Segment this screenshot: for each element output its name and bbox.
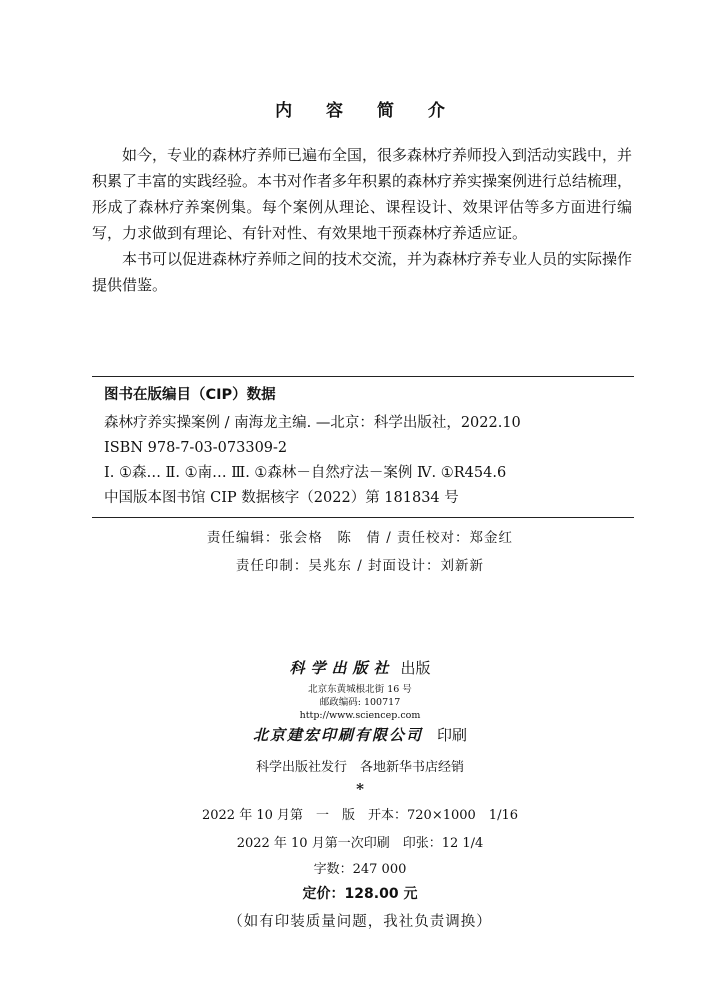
quality-notice: （如有印装质量问题，我社负责调换） (228, 914, 492, 930)
cip-line-title: 森林疗养实操案例 / 南海龙主编. —北京：科学出版社，2022.10 (104, 415, 521, 431)
intro-text (92, 142, 632, 298)
editors-line-1: 责任编辑：张会格 陈 倩 / 责任校对：郑金红 (206, 530, 514, 546)
impression-line: 2022 年 10 月第一次印刷 印张：12 1/4 (236, 836, 484, 851)
publisher-postcode: 邮政编码: 100717 (319, 697, 401, 708)
price: 定价：128.00 元 (302, 886, 418, 902)
intro-paragraph: 本书可以促进森林疗养师之间的技术交流，并为森林疗养专业人员的实际操作提供借鉴。 (92, 250, 633, 294)
separator-star: * (356, 780, 364, 798)
printer-suffix: 印刷 (437, 726, 468, 744)
publisher-address-block (0, 683, 720, 722)
cip-data-box (92, 376, 634, 518)
cip-line-catalog-number: 中国版本图书馆 CIP 数据核字（2022）第 181834 号 (104, 490, 459, 506)
intro-paragraph: 如今，专业的森林疗养师已遍布全国，很多森林疗养师投入到活动实践中，并积累了丰富的实践经验。本书对作者多年积累的森林疗养实操案例进行总结梳理，形成了森林疗养案例集。每个案例从理论、课程设计、效果评估等多方面进行编写，力求做到有理论、有针对性、有效果地干预森林疗养适应证。 (92, 146, 633, 242)
word-count: 字数：247 000 (313, 862, 407, 877)
edition-line: 2022 年 10 月第 一 版 开本：720×1000 1/16 (201, 808, 518, 823)
publisher-logo: 科学出版社 (289, 659, 395, 677)
publisher-line (0, 657, 720, 678)
page-title: 内 容 简 介 (275, 101, 459, 121)
printer-logo: 北京建宏印刷有限公司 (252, 726, 423, 744)
printer-line (0, 724, 720, 745)
distribution-line: 科学出版社发行 各地新华书店经销 (255, 760, 464, 775)
cip-line-isbn: ISBN 978-7-03-073309-2 (104, 440, 288, 456)
cip-line-classification: Ⅰ. ①森… Ⅱ. ①南… Ⅲ. ①森林－自然疗法－案例 Ⅳ. ①R454.6 (104, 465, 507, 481)
cip-heading: 图书在版编目（CIP）数据 (104, 387, 276, 403)
publisher-suffix: 出版 (400, 659, 431, 677)
editors-line-2: 责任印制：吴兆东 / 封面设计：刘新新 (235, 558, 485, 574)
publisher-address: 北京东黄城根北街 16 号 (308, 684, 412, 695)
publisher-url: http://www.sciencep.com (299, 710, 421, 721)
